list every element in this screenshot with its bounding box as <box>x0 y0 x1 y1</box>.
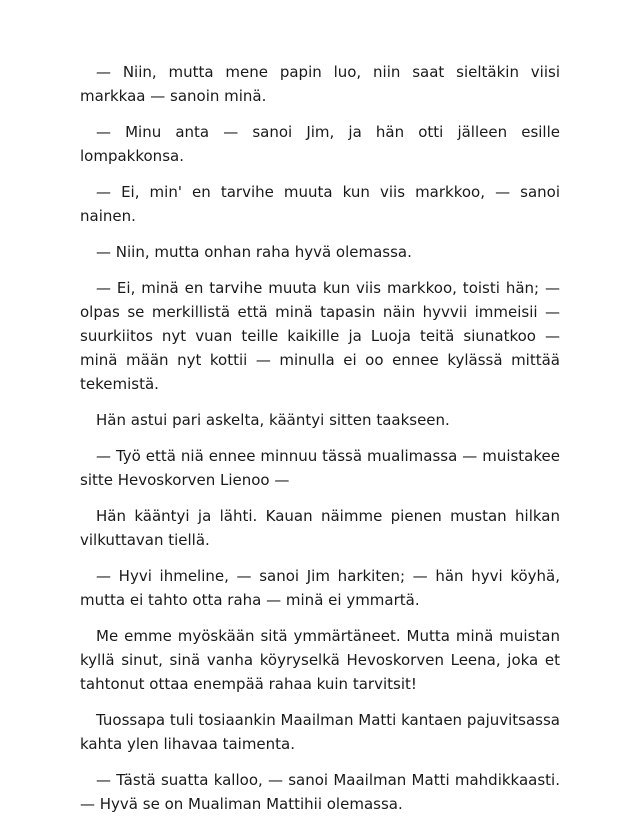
paragraph-10: Me emme myöskään sitä ymmärtäneet. Mutta minä muistan kyllä sinut, sinä vanha köyryselkä Hevoskorven Leena, joka et tahtonut ottaa enempää rahaa kuin tarvitsit! <box>80 627 560 693</box>
paragraph-8: Hän kääntyi ja lähti. Kauan näimme pienen mustan hilkan vilkuttavan tiellä. <box>80 507 560 549</box>
paragraph-1: — Niin, mutta mene papin luo, niin saat sieltäkin viisi markkaa — sanoin minä. <box>80 63 560 105</box>
document-page <box>80 60 560 828</box>
paragraph-5: — Ei, minä en tarvihe muuta kun viis markkoo, toisti hän; — olpas se merkillistä että minä tapasin näin hyvvii immeisii — suurkiitos nyt vuan teille kaikille ja Luoja teitä siunatkoo — minä mään nyt kottii — minulla ei oo ennee kylässä mittää tekemistä. <box>80 279 560 393</box>
paragraph-11: Tuossapa tuli tosiaankin Maailman Matti kantaen pajuvitsassa kahta ylen lihavaa taimenta. <box>80 711 560 753</box>
paragraph-7: — Työ että niä ennee minnuu tässä mualimassa — muistakee sitte Hevoskorven Lienoo — <box>80 447 560 489</box>
paragraph-4: — Niin, mutta onhan raha hyvä olemassa. <box>96 243 412 261</box>
paragraph-9: — Hyvi ihmeline, — sanoi Jim harkiten; — hän hyvi köyhä, mutta ei tahto otta raha — minä ei ymmartä. <box>80 567 560 609</box>
paragraph-6: Hän astui pari askelta, kääntyi sitten taakseen. <box>96 411 450 429</box>
paragraph-2: — Minu anta — sanoi Jim, ja hän otti jälleen esille lompakkonsa. <box>80 123 560 165</box>
paragraph-3: — Ei, min' en tarvihe muuta kun viis markkoo, — sanoi nainen. <box>80 183 560 225</box>
paragraph-12: — Tästä suatta kalloo, — sanoi Maailman Matti mahdikkaasti. — Hyvä se on Mualiman Mattihii olemassa. <box>80 771 560 813</box>
